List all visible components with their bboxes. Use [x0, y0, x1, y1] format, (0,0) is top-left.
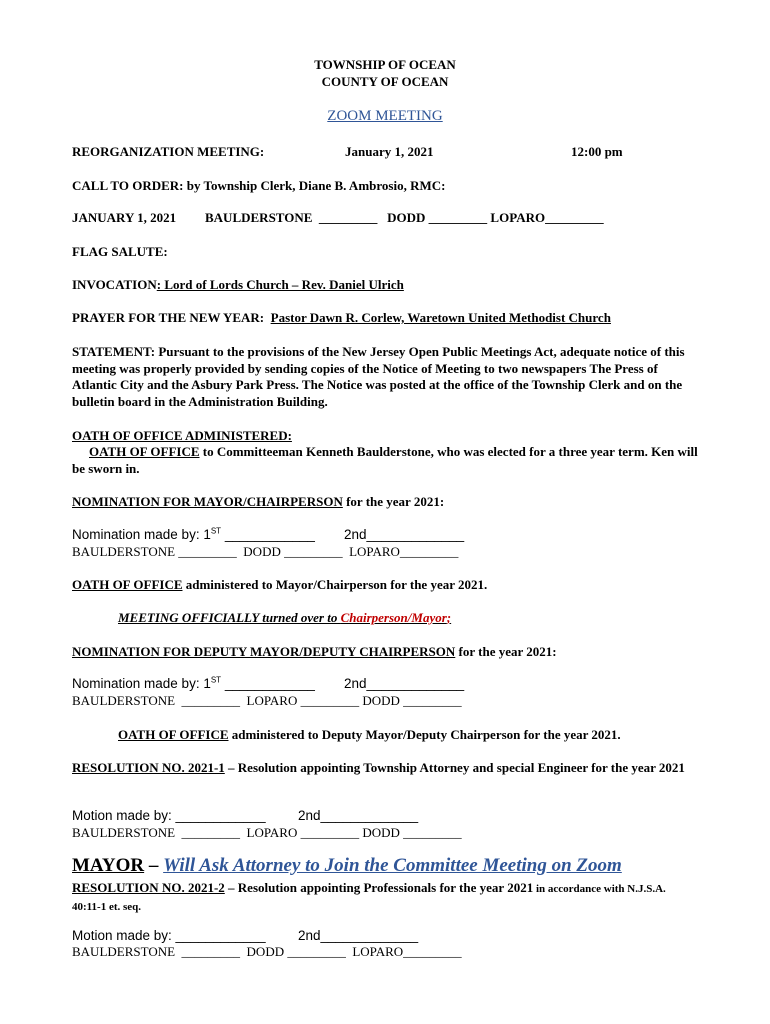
mayor-note-label: MAYOR: [72, 855, 145, 876]
resolution-2-paragraph: [72, 880, 687, 915]
resolution-1-paragraph: [72, 760, 687, 777]
zoom-meeting-title: ZOOM MEETING: [327, 108, 443, 124]
resolution-1-text: – Resolution appointing Township Attorney and special Engineer for the year 2021: [224, 760, 685, 775]
oath-mayor-text: administered to Mayor/Chairperson for the year 2021.: [182, 577, 488, 592]
roll-call-names: BAULDERSTONE _________ DODD _________ LOPARO_________: [205, 210, 604, 225]
reorg-time: 12:00 pm: [571, 144, 623, 159]
oath-deputy-text: administered to Deputy Mayor/Deputy Chairperson for the year 2021.: [228, 727, 621, 742]
oath-mayor: [72, 577, 487, 593]
call-to-order: CALL TO ORDER: by Township Clerk, Diane B. Ambrosio, RMC:: [72, 178, 446, 193]
mayor-note: [72, 855, 622, 877]
prayer-text: Pastor Dawn R. Corlew, Waretown United Methodist Church: [270, 310, 611, 325]
reorg-date: January 1, 2021: [345, 144, 434, 159]
resolution-1-motion: Motion made by: ____________: [72, 808, 266, 823]
resolution-1-second: 2nd_____________: [298, 808, 419, 823]
sup-st: ST: [210, 675, 222, 685]
resolution-2-label: RESOLUTION NO. 2021-2: [72, 880, 225, 895]
nomination-deputy-second: 2nd_____________: [344, 676, 465, 691]
nomination-mayor-label: NOMINATION FOR MAYOR/CHAIRPERSON: [72, 494, 343, 509]
nomination-deputy-label: NOMINATION FOR DEPUTY MAYOR/DEPUTY CHAIRPERSON: [72, 644, 456, 659]
reorg-label: REORGANIZATION MEETING:: [72, 144, 265, 159]
flag-salute: FLAG SALUTE:: [72, 244, 168, 259]
nomination-mayor-second: 2nd_____________: [344, 527, 465, 542]
nomination-deputy-made-by: [72, 676, 315, 691]
turned-over-line: [118, 610, 451, 626]
statement-paragraph: STATEMENT: Pursuant to the provisions of the New Jersey Open Public Meetings Act, adequate notice of this meeting was properly provided by sending copies of the Notice of Meeting to two newspapers The Press of Atlantic City and the Asbury Park Press. The Notice was posted at the office of the Township Clerk and on the bulletin board in the Administration Building.: [72, 344, 685, 409]
resolution-1-votes: BAULDERSTONE _________ LOPARO _________ DODD _________: [72, 825, 462, 840]
mayor-note-dash: –: [144, 855, 164, 876]
first-blank: ____________: [221, 527, 315, 542]
nomination-mayor-text: for the year 2021:: [342, 494, 445, 509]
oath-label: OATH OF OFFICE: [89, 444, 200, 459]
oath-administered-paragraph: [72, 444, 700, 477]
county-title: COUNTY OF OCEAN: [321, 74, 449, 89]
resolution-2-text-small: in accordance with N.J.S.A. 40:11-1 et. seq.: [72, 883, 666, 913]
turned-over-end: ;: [446, 610, 452, 625]
prayer-label: PRAYER FOR THE NEW YEAR:: [72, 310, 265, 325]
nomination-deputy-text: for the year 2021:: [455, 644, 557, 659]
turned-over-highlight: Chairperson/Mayor: [340, 610, 447, 625]
oath-text: to Committeeman Kenneth Baulderstone, who was elected for a three year term. Ken will be sworn in.: [72, 444, 698, 476]
mayor-note-text: Will Ask Attorney to Join the Committee Meeting on Zoom: [163, 855, 622, 876]
prayer: [72, 310, 611, 326]
resolution-2-motion: Motion made by: ____________: [72, 928, 266, 943]
nomination-deputy-heading: [72, 644, 557, 660]
township-title: TOWNSHIP OF OCEAN: [314, 57, 456, 72]
roll-call-date: JANUARY 1, 2021: [72, 210, 177, 225]
turned-over-text: MEETING OFFICIALLY turned over to: [118, 610, 341, 625]
invocation-label: INVOCATION: [72, 277, 157, 292]
made-by-label: Nomination made by: 1: [72, 676, 211, 691]
resolution-2-votes: BAULDERSTONE _________ DODD _________ LOPARO_________: [72, 944, 462, 959]
oath-deputy-label: OATH OF OFFICE: [118, 727, 229, 742]
nomination-deputy-votes: BAULDERSTONE _________ LOPARO _________ DODD _________: [72, 693, 462, 708]
invocation-text: : Lord of Lords Church – Rev. Daniel Ulrich: [156, 277, 404, 292]
made-by-label: Nomination made by: 1: [72, 527, 211, 542]
oath-deputy: [118, 727, 621, 743]
nomination-mayor-made-by: [72, 527, 315, 542]
invocation: [72, 277, 404, 293]
resolution-2-second: 2nd_____________: [298, 928, 419, 943]
resolution-1-label: RESOLUTION NO. 2021-1: [72, 760, 225, 775]
sup-st: ST: [210, 526, 222, 536]
oath-mayor-label: OATH OF OFFICE: [72, 577, 183, 592]
nomination-mayor-heading: [72, 494, 444, 510]
nomination-mayor-votes: BAULDERSTONE _________ DODD _________ LOPARO_________: [72, 544, 459, 559]
resolution-2-text: – Resolution appointing Professionals for the year 2021: [224, 880, 534, 895]
oath-administered-heading: OATH OF OFFICE ADMINISTERED:: [72, 428, 292, 443]
first-blank: ____________: [221, 676, 315, 691]
